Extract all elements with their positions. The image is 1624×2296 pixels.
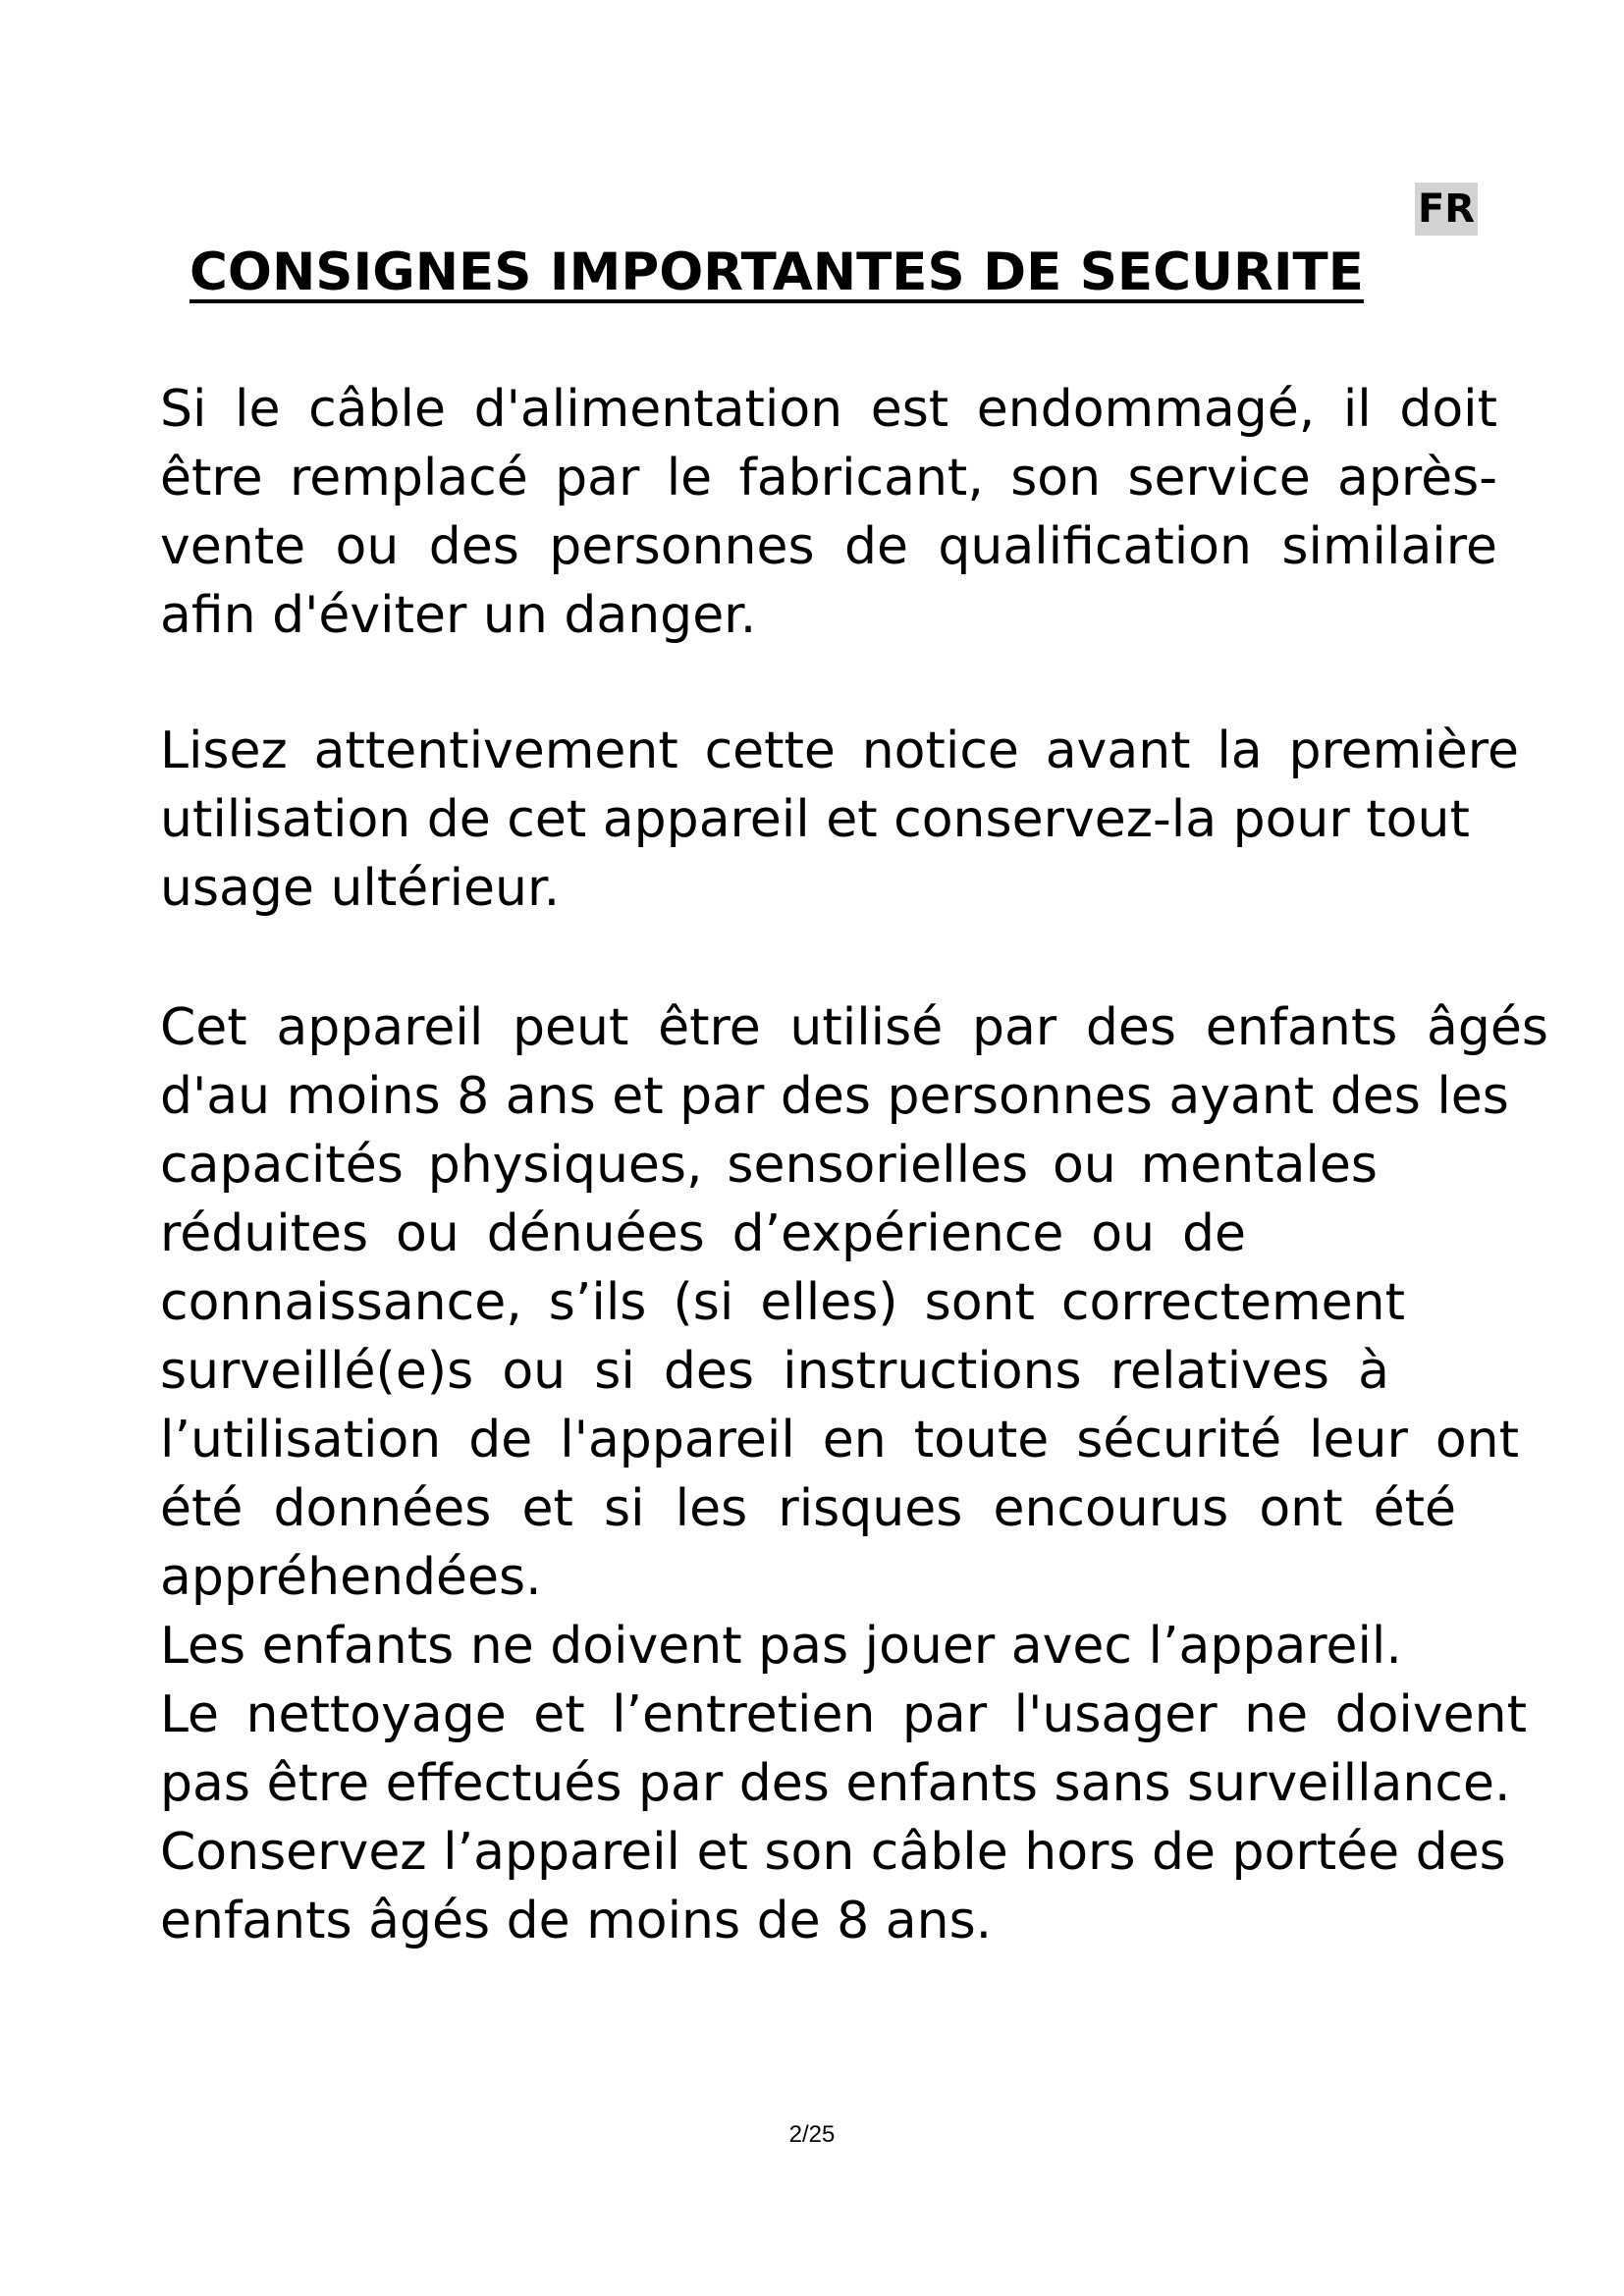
text-line: capacités physiques, sensorielles ou mentales <box>160 1136 1378 1195</box>
text-line: été données et si les risques encourus ont été <box>160 1479 1456 1538</box>
text-line: d'au moins 8 ans et par des personnes ayant des les <box>160 1067 1509 1126</box>
text-line: Lisez attentivement cette notice avant la première <box>160 721 1519 780</box>
text-line: connaissance, s’ils (si elles) sont correctement <box>160 1273 1405 1332</box>
text-line: surveillé(e)s ou si des instructions relatives à <box>160 1342 1389 1401</box>
text-line: Conservez l’appareil et son câble hors de portée des <box>160 1823 1506 1882</box>
language-badge: FR <box>1415 183 1478 236</box>
text-line: utilisation de cet appareil et conservez-la pour tout <box>160 790 1470 849</box>
text-line: Cet appareil peut être utilisé par des enfants âgés <box>160 998 1548 1057</box>
text-line: afin d'éviter un danger. <box>160 586 757 645</box>
text-line: être remplacé par le fabricant, son service après- <box>160 449 1497 507</box>
page-title: CONSIGNES IMPORTANTES DE SECURITE <box>189 242 1364 302</box>
text-line: Le nettoyage et l’entretien par l'usager ne doivent <box>160 1685 1527 1744</box>
text-line: Si le câble d'alimentation est endommagé, il doit <box>160 380 1497 439</box>
paragraph-power-cable <box>160 375 1497 650</box>
text-line: pas être effectués par des enfants sans surveillance. <box>160 1754 1511 1813</box>
text-line: appréhendées. <box>160 1548 542 1607</box>
paragraph-read-instructions <box>160 717 1519 923</box>
text-line: réduites ou dénuées d’expérience ou de <box>160 1204 1246 1263</box>
paragraph-children-safety <box>160 993 1548 1955</box>
text-line: vente ou des personnes de qualification similaire <box>160 517 1497 576</box>
page-number: 2/25 <box>788 2121 836 2148</box>
text-line: Les enfants ne doivent pas jouer avec l’appareil. <box>160 1617 1402 1676</box>
text-line: enfants âgés de moins de 8 ans. <box>160 1892 993 1950</box>
text-line: l’utilisation de l'appareil en toute sécurité leur ont <box>160 1411 1519 1469</box>
text-line: usage ultérieur. <box>160 859 561 918</box>
